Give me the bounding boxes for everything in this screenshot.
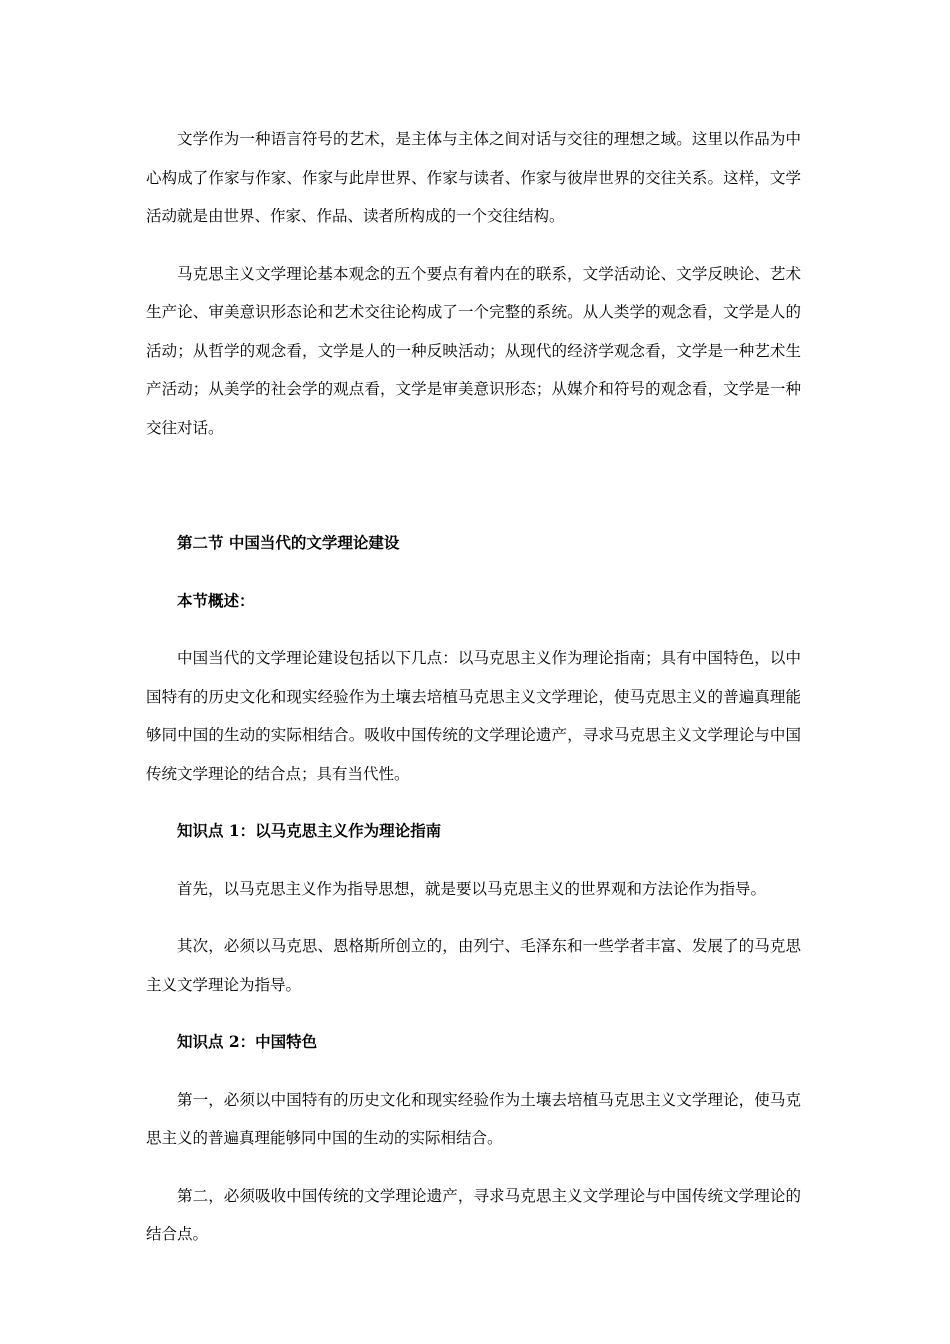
overview-label: 本节概述：: [177, 590, 255, 610]
knowledge-point-2-second: 第二，必须吸收中国传统的文学理论遗产，寻求马克思主义文学理论与中国传统文学理论的结合点。: [146, 1186, 801, 1243]
paragraph-communication-structure: 文学作为一种语言符号的艺术，是主体与主体之间对话与交往的理想之域。这里以作品为中心构成了作家与作家、作家与此岸世界、作家与读者、作家与彼岸世界的交往关系。这样，文学活动就是由世界、作家、作品、读者所构成的一个交往结构。: [146, 130, 801, 225]
knowledge-point-1-title: 知识点 1：以马克思主义作为理论指南: [177, 821, 442, 840]
overview-paragraph: 中国当代的文学理论建设包括以下几点：以马克思主义作为理论指南；具有中国特色，以中国特有的历史文化和现实经验作为土壤去培植马克思主义文学理论，使马克思主义的普遍真理能够同中国的生动的实际相结合。吸收中国传统的文学理论遗产，寻求马克思主义文学理论与中国传统文学理论的结合点；具有当代性。: [146, 649, 801, 783]
knowledge-point-2-first: 第一，必须以中国特有的历史文化和现实经验作为土壤去培植马克思主义文学理论，使马克思主义的普遍真理能够同中国的生动的实际相结合。: [146, 1090, 801, 1147]
paragraph-five-points: 马克思主义文学理论基本观念的五个要点有着内在的联系，文学活动论、文学反映论、艺术生产论、审美意识形态论和艺术交往论构成了一个完整的系统。从人类学的观念看，文学是人的活动；从哲学的观念看，文学是人的一种反映活动；从现代的经济学观念看，文学是一种艺术生产活动；从美学的社会学的观点看，文学是审美意识形态；从媒介和符号的观念看，文学是一种交往对话。: [146, 264, 801, 437]
knowledge-point-1-second: 其次，必须以马克思、恩格斯所创立的，由列宁、毛泽东和一些学者丰富、发展了的马克思主义文学理论为指导。: [146, 937, 801, 994]
knowledge-point-2-title: 知识点 2：中国特色: [177, 1032, 318, 1051]
document-page: [146, 120, 801, 1254]
section-title: 第二节 中国当代的文学理论建设: [177, 533, 400, 552]
knowledge-point-1-first: 首先，以马克思主义作为指导思想，就是要以马克思主义的世界观和方法论作为指导。: [177, 879, 767, 898]
